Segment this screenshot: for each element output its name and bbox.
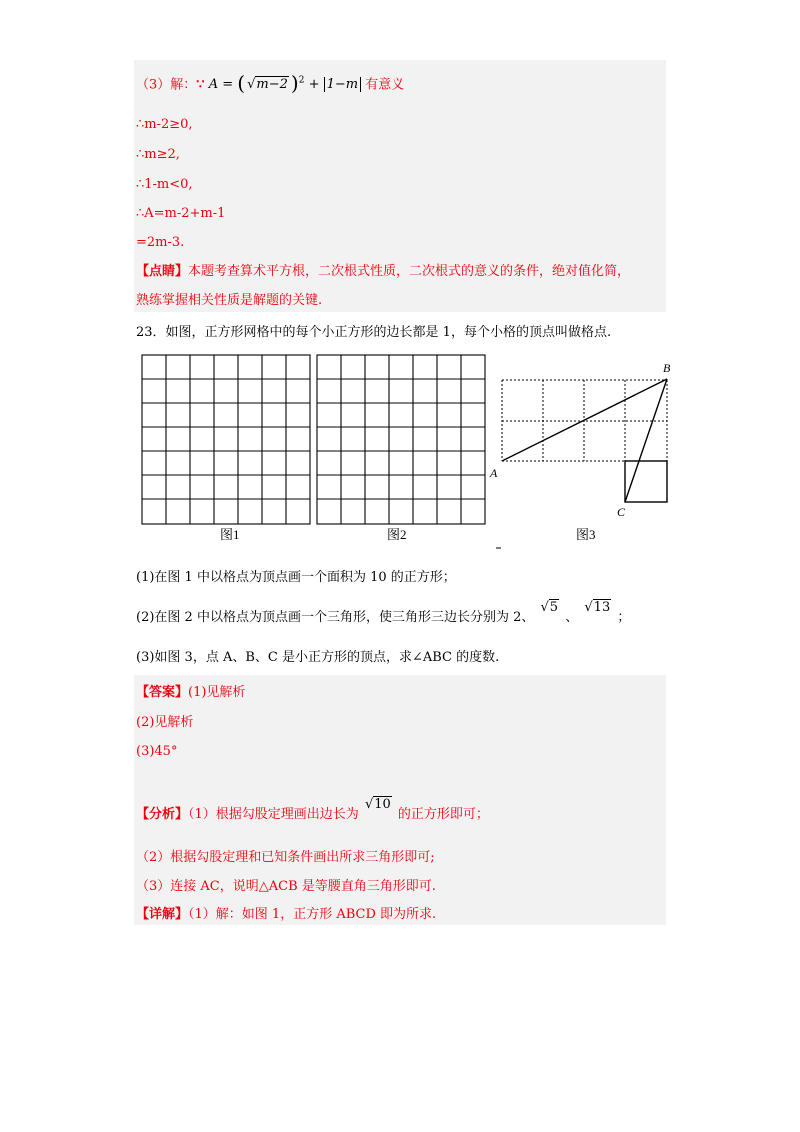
point-C-label: C — [617, 505, 626, 519]
analysis-label: 【分析】 — [136, 807, 189, 822]
part-2-separator: 、 — [565, 610, 579, 625]
formula-plus: + — [308, 77, 320, 93]
comment-line-2: 熟练掌握相关性质是解题的关键. — [136, 293, 323, 308]
solution-3-suffix: 有意义 — [365, 77, 405, 93]
point-B-label: B — [663, 361, 671, 375]
analysis-line-2: （2）根据勾股定理和已知条件画出所求三角形即可; — [136, 850, 435, 865]
solution-line-1: ∴m-2≥0, — [136, 117, 193, 132]
detail-label: 【详解】 — [136, 907, 189, 922]
comment-label: 【点睛】 — [136, 264, 189, 279]
question-23-part-2 — [136, 600, 631, 627]
analysis-1-prefix: （1）根据勾股定理画出边长为 — [188, 807, 359, 822]
sqrt-10: √10 — [364, 797, 391, 812]
figures — [0, 350, 800, 550]
because-symbol: ∵ — [196, 77, 205, 93]
question-23-intro: 23．如图，正方形网格中的每个小正方形的边长都是 1，每个小格的顶点叫做格点. — [136, 325, 612, 340]
sqrt-13: √13 — [584, 600, 611, 615]
solution-line-3: ∴1-m<0, — [136, 177, 193, 192]
solution-3-header — [136, 72, 404, 94]
solution-line-4: ∴A=m-2+m-1 — [136, 206, 226, 221]
formula-sqrt: √m−2 — [247, 77, 288, 93]
analysis-1-suffix: 的正方形即可； — [397, 807, 489, 822]
formula-lhs: A = — [208, 77, 234, 93]
analysis-line-3: （3）连接 AC，说明△ACB 是等腰直角三角形即可. — [136, 879, 436, 894]
answer-1: (1)见解析 — [188, 685, 246, 700]
comment-line-1 — [136, 263, 630, 281]
figure-2-caption: 图2 — [387, 527, 407, 542]
detail-line — [136, 906, 436, 924]
answer-2: (2)见解析 — [136, 715, 194, 730]
answer-3: (3)45° — [136, 744, 178, 759]
solution-line-2: ∴m≥2, — [136, 147, 180, 162]
figure-1-caption: 图1 — [220, 527, 240, 542]
point-A-label: A — [490, 466, 498, 480]
answer-line-1 — [136, 684, 245, 702]
formula-abs: 1−m — [324, 77, 362, 92]
formula: A = ( √m−2 )$^2$ + 1−m — [209, 77, 366, 92]
answer-label: 【答案】 — [136, 685, 189, 700]
part-2-end: ； — [617, 610, 631, 625]
comment-text-1: 本题考查算术平方根，二次根式性质，二次根式的意义的条件，绝对值化简， — [188, 264, 631, 279]
figure-2-grid — [317, 355, 485, 524]
question-23-part-1: (1)在图 1 中以格点为顶点画一个面积为 10 的正方形； — [136, 570, 456, 585]
detail-text: （1）解：如图 1，正方形 ABCD 即为所求. — [188, 907, 437, 922]
sqrt-5: √5 — [540, 600, 559, 615]
figure-1-grid — [142, 355, 310, 524]
formula-exponent: 2 — [298, 76, 305, 86]
solution-3-prefix: （3）解： — [136, 77, 197, 93]
solution-line-5: =2m-3. — [136, 235, 185, 250]
question-23-part-3: (3)如图 3，点 A、B、C 是小正方形的顶点，求∠ABC 的度数. — [136, 650, 500, 665]
part-2-prefix: (2)在图 2 中以格点为顶点画一个三角形，使三角形三边长分别为 2、 — [136, 610, 535, 625]
figure-3-caption: 图3 — [576, 527, 596, 542]
analysis-line-1 — [136, 797, 489, 824]
